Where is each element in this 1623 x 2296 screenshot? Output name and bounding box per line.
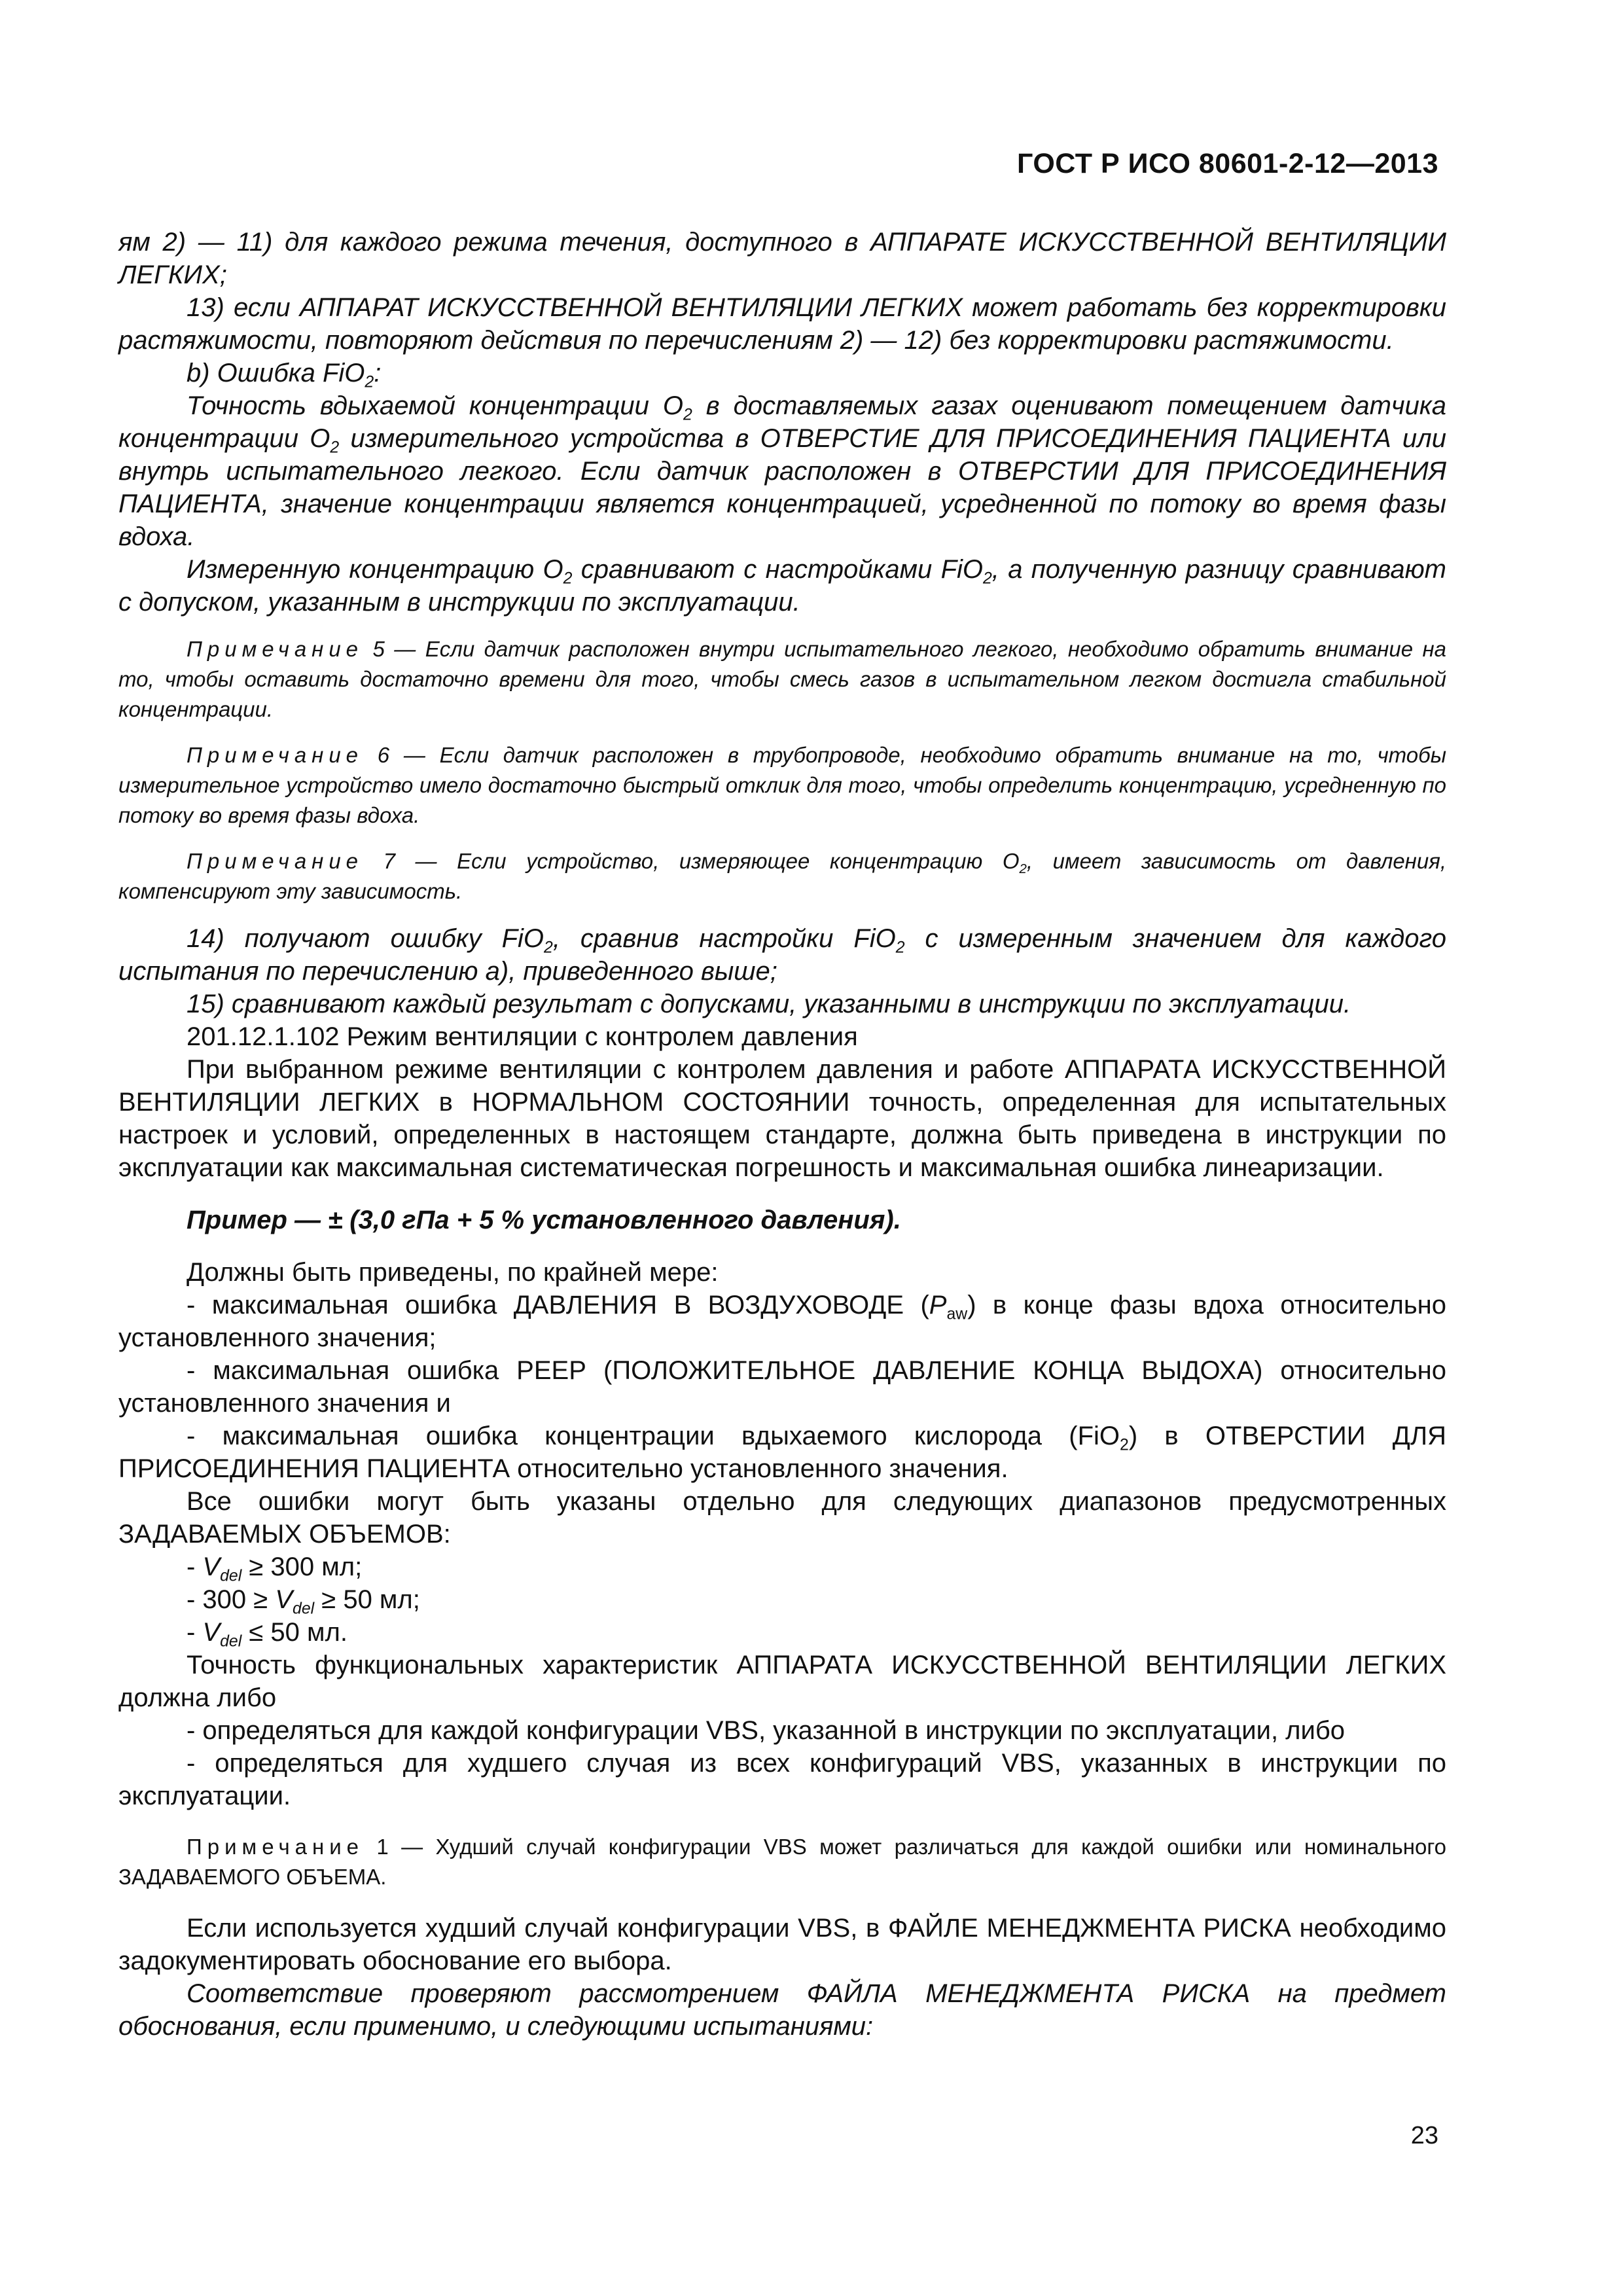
paragraph-compliance: Соответствие проверяют рассмотрением ФАЙЛА МЕНЕДЖМЕНТА РИСКА на предмет обоснования, если применимо, и следующими испытаниями:: [118, 1979, 1446, 2041]
paragraph-risk-file: Если используется худший случай конфигурации VBS, в ФАЙЛЕ МЕНЕДЖМЕНТА РИСКА необходимо задокументировать обоснование его выбора.: [118, 1914, 1446, 1975]
page-number: 23: [1410, 2122, 1438, 2149]
note-1: Примечание 1 — Худший случай конфигурации VBS может различаться для каждой ошибки или номинального ЗАДАВАЕМОГО ОБЪЕМА.: [118, 1835, 1446, 1889]
example: Пример — ± (3,0 гПа + 5 % установленного давления).: [187, 1206, 901, 1234]
document-body: [118, 226, 1446, 2043]
note-7: Примечание 7 — Если устройство, измеряющее концентрацию $О_2$, имеет зависимость от давления, компенсируют эту зависимость.: [118, 849, 1446, 903]
paragraph-accuracy: Точность вдыхаемой концентрации $О_2$ в доставляемых газах оценивают помещением датчика концентрации $О_2$ измерительного устройства в ОТВЕРСТИЕ ДЛЯ ПРИСОЕДИНЕНИЯ ПАЦИЕНТА или внутрь испытательного легкого. Если датчик расположен в ОТВЕРСТИИ ДЛЯ ПРИСОЕДИНЕНИЯ ПАЦИЕНТА, значение концентрации является концентрацией, усредненной по потоку во время фазы вдоха.: [118, 391, 1446, 551]
paragraph-pressure-control: При выбранном режиме вентиляции с контролем давления и работе АППАРАТА ИСКУССТВЕННОЙ ВЕНТИЛЯЦИИ ЛЕГКИХ в НОРМАЛЬНОМ СОСТОЯНИИ точность, определенная для испытательных настроек и условий, определенных в настоящем стандарте, должна быть приведена в инструкции по эксплуатации как максимальная систематическая погрешность и максимальная ошибка линеаризации.: [118, 1055, 1446, 1182]
bullet-peep: - максимальная ошибка PEEP (ПОЛОЖИТЕЛЬНОЕ ДАВЛЕНИЕ КОНЦА ВЫДОХА) относительно установленного значения и: [118, 1356, 1446, 1418]
list-item-continuation: ям 2) — 11) для каждого режима течения, доступного в АППАРАТЕ ИСКУССТВЕННОЙ ВЕНТИЛЯЦИИ ЛЕГКИХ;: [118, 228, 1446, 289]
note-5: Примечание 5 — Если датчик расположен внутри испытательного легкого, необходимо обратить внимание на то, чтобы оставить достаточно времени для того, чтобы смесь газов в испытательном легком достигла стабильной концентрации.: [118, 637, 1446, 721]
bullet-fio2: - максимальная ошибка концентрации вдыхаемого кислорода (FiO$_2$) в ОТВЕРСТИИ ДЛЯ ПРИСОЕДИНЕНИЯ ПАЦИЕНТА относительно установленного значения.: [118, 1422, 1447, 1483]
note-6: Примечание 6 — Если датчик расположен в трубопроводе, необходимо обратить внимание на то, чтобы измерительное устройство имело достаточно быстрый отклик для того, чтобы определить концентрацию, усредненную по потоку во время фазы вдоха.: [118, 743, 1446, 827]
range-3: - $V_{del} \le 50$ мл.: [187, 1618, 348, 1651]
paragraph-compare: Измеренную концентрацию $О_2$ сравнивают с настройками FiO$_2$, а полученную разницу сравнивают с допуском, указанным в инструкции по эксплуатации.: [118, 555, 1446, 617]
range-2: - $300 \ge V_{del} \ge 50$ мл;: [187, 1585, 420, 1618]
paragraph-volume-ranges: Все ошибки могут быть указаны отдельно для следующих диапазонов предусмотренных ЗАДАВАЕМЫХ ОБЪЕМОВ:: [118, 1487, 1446, 1549]
paragraph-accuracy-characteristics: Точность функциональных характеристик АППАРАТА ИСКУССТВЕННОЙ ВЕНТИЛЯЦИИ ЛЕГКИХ должна либо: [118, 1651, 1446, 1712]
list-item-13: 13) если АППАРАТ ИСКУССТВЕННОЙ ВЕНТИЛЯЦИИ ЛЕГКИХ может работать без корректировки растяжимости, повторяют действия по перечислениям 2) — 12) без корректировки растяжимости.: [118, 293, 1446, 355]
subclause-b-heading: b) Ошибка FiO$_2$:: [187, 359, 382, 391]
section-heading: 201.12.1.102 Режим вентиляции с контролем давления: [187, 1022, 858, 1051]
range-1: - $V_{del} \ge 300$ мл;: [187, 1552, 363, 1585]
list-item-14: 14) получают ошибку FiO$_2$, сравнив настройки FiO$_2$ с измеренным значением для каждого испытания по перечислению а), приведенного выше;: [118, 924, 1446, 986]
option-worst-case: - определяться для худшего случая из всех конфигураций VBS, указанных в инструкции по эксплуатации.: [118, 1749, 1446, 1810]
document-code-header: ГОСТ Р ИСО 80601-2-12—2013: [1017, 148, 1438, 179]
option-each-config: - определяться для каждой конфигурации VBS, указанной в инструкции по эксплуатации, либо: [187, 1716, 1346, 1745]
bullet-airway-pressure: - максимальная ошибка ДАВЛЕНИЯ В ВОЗДУХОВОДЕ $(P_{aw})$ в конце фазы вдоха относительно установленного значения;: [118, 1291, 1446, 1352]
paragraph-list-intro: Должны быть приведены, по крайней мере:: [187, 1258, 719, 1287]
list-item-15: 15) сравнивают каждый результат с допусками, указанными в инструкции по эксплуатации.: [187, 990, 1351, 1018]
